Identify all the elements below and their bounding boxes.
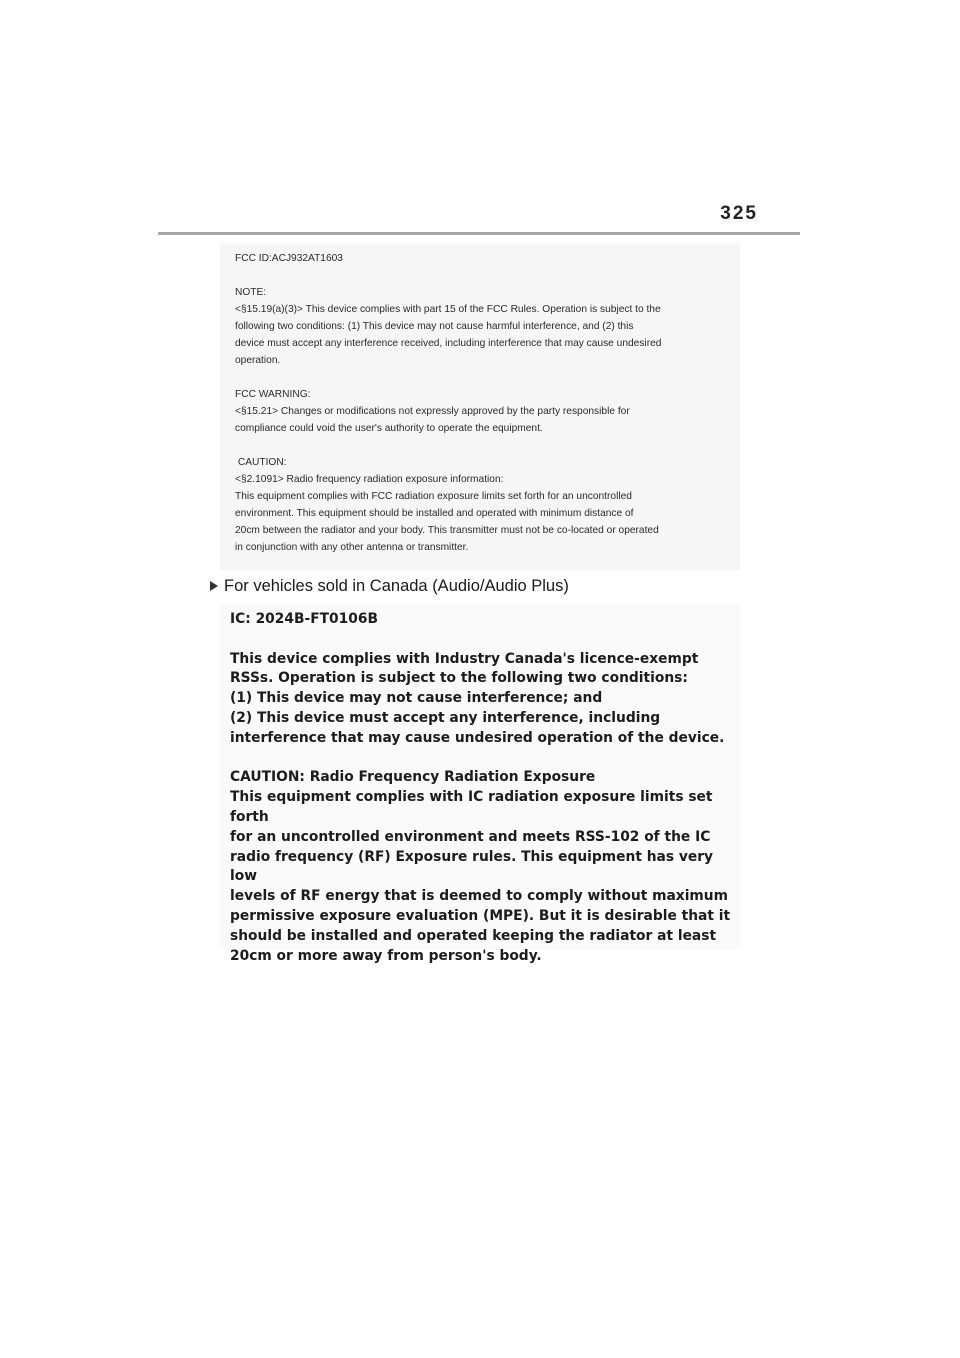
caution-line: <§2.1091> Radio frequency radiation exposure information: (235, 474, 504, 485)
ic-caution-line: levels of RF energy that is deemed to comply without maximum (230, 888, 729, 905)
triangle-right-icon (210, 581, 218, 591)
ic-caution-heading: CAUTION: Radio Frequency Radiation Exposure (230, 769, 596, 786)
warning-line: <§15.21> Changes or modifications not expressly approved by the party responsible for (235, 406, 630, 417)
ic-caution-line: permissive exposure evaluation (MPE). But it is desirable that it (230, 907, 731, 924)
note-line: <§15.19(a)(3)> This device complies with part 15 of the FCC Rules. Operation is subject to the (235, 304, 661, 315)
note-line: device must accept any interference received, including interference that may cause undesired (235, 338, 662, 349)
header-rule (158, 232, 800, 235)
note-line: operation. (235, 355, 281, 366)
compliance-line: RSSs. Operation is subject to the following two conditions: (230, 670, 688, 687)
canada-section-title (208, 573, 768, 599)
page-number: 325 (720, 203, 758, 224)
ic-caution-line: radio frequency (RF) Exposure rules. This equipment has very low (230, 848, 714, 885)
warning-heading: FCC WARNING: (235, 389, 311, 400)
caution-line: 20cm between the radiator and your body. This transmitter must not be co-located or operated (235, 525, 659, 536)
ic-caution-line: for an uncontrolled environment and meets RSS-102 of the IC (230, 828, 711, 845)
caution-line: environment. This equipment should be installed and operated with minimum distance of (235, 508, 634, 519)
ic-caution-line: should be installed and operated keeping the radiator at least (230, 927, 717, 944)
note-line: following two conditions: (1) This device may not cause harmful interference, and (2) this (235, 321, 634, 332)
ic-notice-image (220, 604, 740, 964)
ic-caution-line: 20cm or more away from person's body. (230, 947, 542, 964)
warning-line: compliance could void the user's authority to operate the equipment. (235, 423, 543, 434)
fcc-notice-image (220, 244, 740, 570)
fcc-id: FCC ID:ACJ932AT1603 (235, 253, 343, 264)
compliance-line: interference that may cause undesired operation of the device. (230, 729, 725, 746)
caution-line: in conjunction with any other antenna or transmitter. (235, 542, 469, 553)
ic-caution-line: This equipment complies with IC radiation exposure limits set forth (230, 789, 713, 825)
compliance-line: This device complies with Industry Canada's licence-exempt (230, 650, 699, 667)
canada-section-label: For vehicles sold in Canada (Audio/Audio Plus) (224, 576, 569, 595)
note-heading: NOTE: (235, 287, 267, 298)
caution-line: This equipment complies with FCC radiation exposure limits set forth for an uncontrolled (235, 491, 632, 502)
ic-id: IC: 2024B-FT0106B (230, 611, 378, 627)
compliance-line: (2) This device must accept any interference, including (230, 709, 661, 726)
compliance-line: (1) This device may not cause interference; and (230, 690, 603, 707)
caution-heading: CAUTION: (235, 457, 287, 468)
